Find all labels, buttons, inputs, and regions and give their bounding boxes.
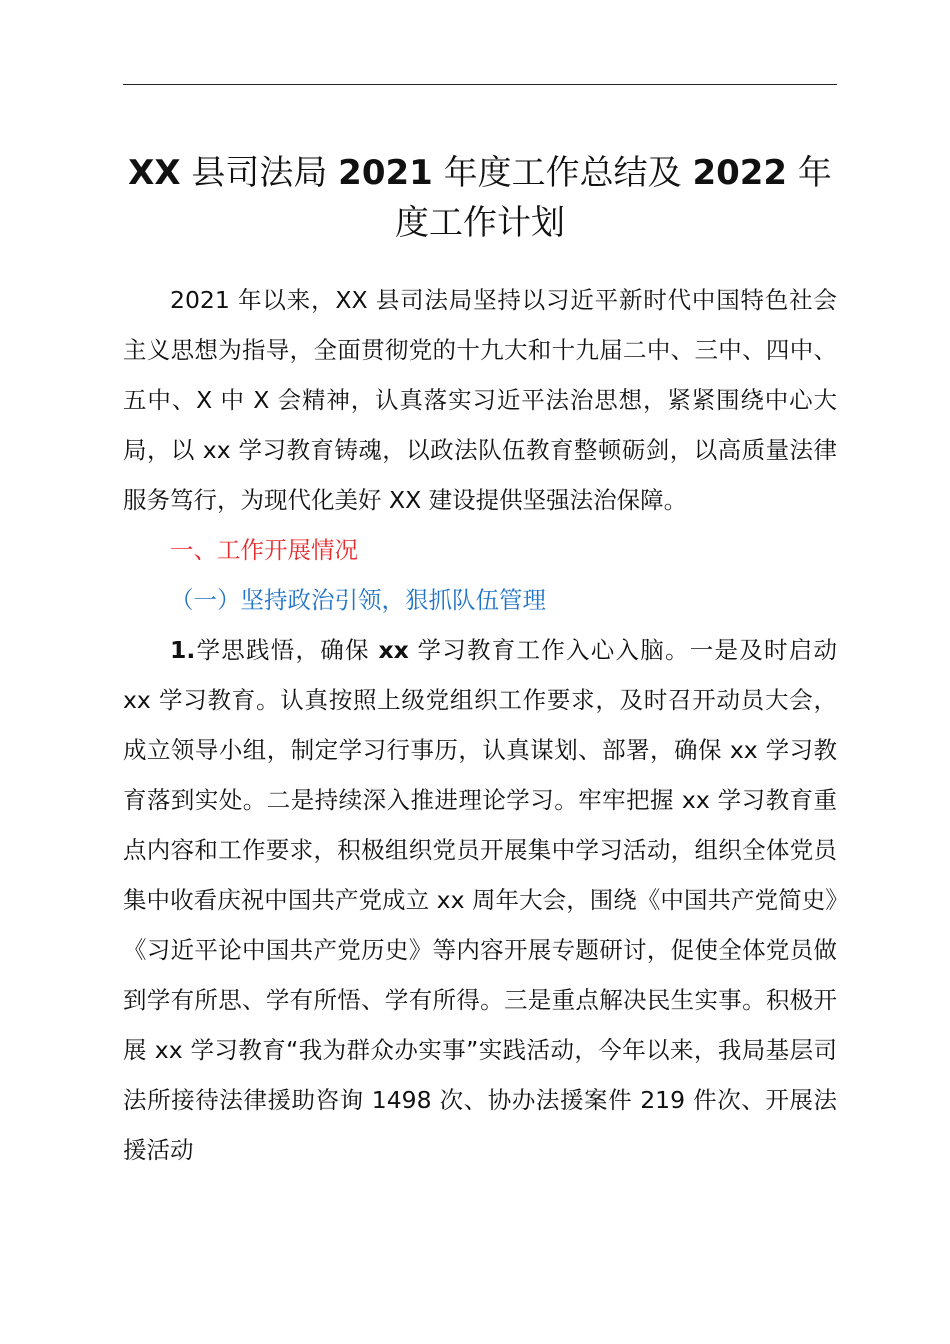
title-line-2: 度工作计划 bbox=[395, 203, 565, 243]
title-year-2022: 2022 bbox=[692, 153, 788, 193]
header-rule bbox=[123, 84, 837, 85]
item-1-number: 1. bbox=[170, 636, 196, 664]
document-body bbox=[123, 275, 837, 1175]
document-title bbox=[100, 148, 860, 248]
title-agency: 县司法局 bbox=[180, 153, 339, 193]
title-line-1 bbox=[128, 153, 832, 193]
title-year-2021: 2021 bbox=[338, 153, 433, 193]
title-summary: 年度工作总结及 bbox=[432, 153, 693, 193]
item-1-lead: 学思践悟，确保 bbox=[195, 636, 379, 664]
title-county: XX bbox=[128, 153, 181, 193]
subsection-heading: （一）坚持政治引领，狠抓队伍管理 bbox=[170, 586, 546, 614]
item-1-paragraph bbox=[123, 625, 837, 1175]
intro-paragraph: 2021 年以来，XX 县司法局坚持以习近平新时代中国特色社会主义思想为指导，全面贯彻党的十九大和十九届二中、三中、四中、五中、X 中 X 会精神，认真落实习近平法治思想，紧紧围绕中心大局，以 xx 学习教育铸魂，以政法队伍教育整顿砺剑，以高质量法律服务笃行，为现代化美好 XX 建设提供坚强法治保障。 bbox=[123, 286, 837, 514]
item-1-lead-rest: 学习教育工作入心入脑。 bbox=[408, 636, 690, 664]
item-1-text: 一是及时启动 xx 学习教育。认真按照上级党组织工作要求，及时召开动员大会，成立领导小组，制定学习行事历，认真谋划、部署，确保 xx 学习教育落到实处。二是持续深入推进理论学习。牢牢把握 xx 学习教育重点内容和工作要求，积极组织党员开展集中学习活动，组织全体党员集中收看庆祝中国共产党成立 xx 周年大会，围绕《中国共产党简史》《习近平论中国共产党历史》等内容开展专题研讨，促使全体党员做到学有所思、学有所悟、学有所得。三是重点解决民生实事。积极开展 xx 学习教育“我为群众办实事”实践活动，今年以来，我局基层司法所接待法律援助咨询 1498 次、协办法援案件 219 件次、开展法援活动 bbox=[123, 636, 837, 1164]
section-heading: 一、工作开展情况 bbox=[170, 536, 358, 564]
title-nian: 年 bbox=[787, 153, 832, 193]
item-1-lead-bold: xx bbox=[378, 636, 409, 664]
